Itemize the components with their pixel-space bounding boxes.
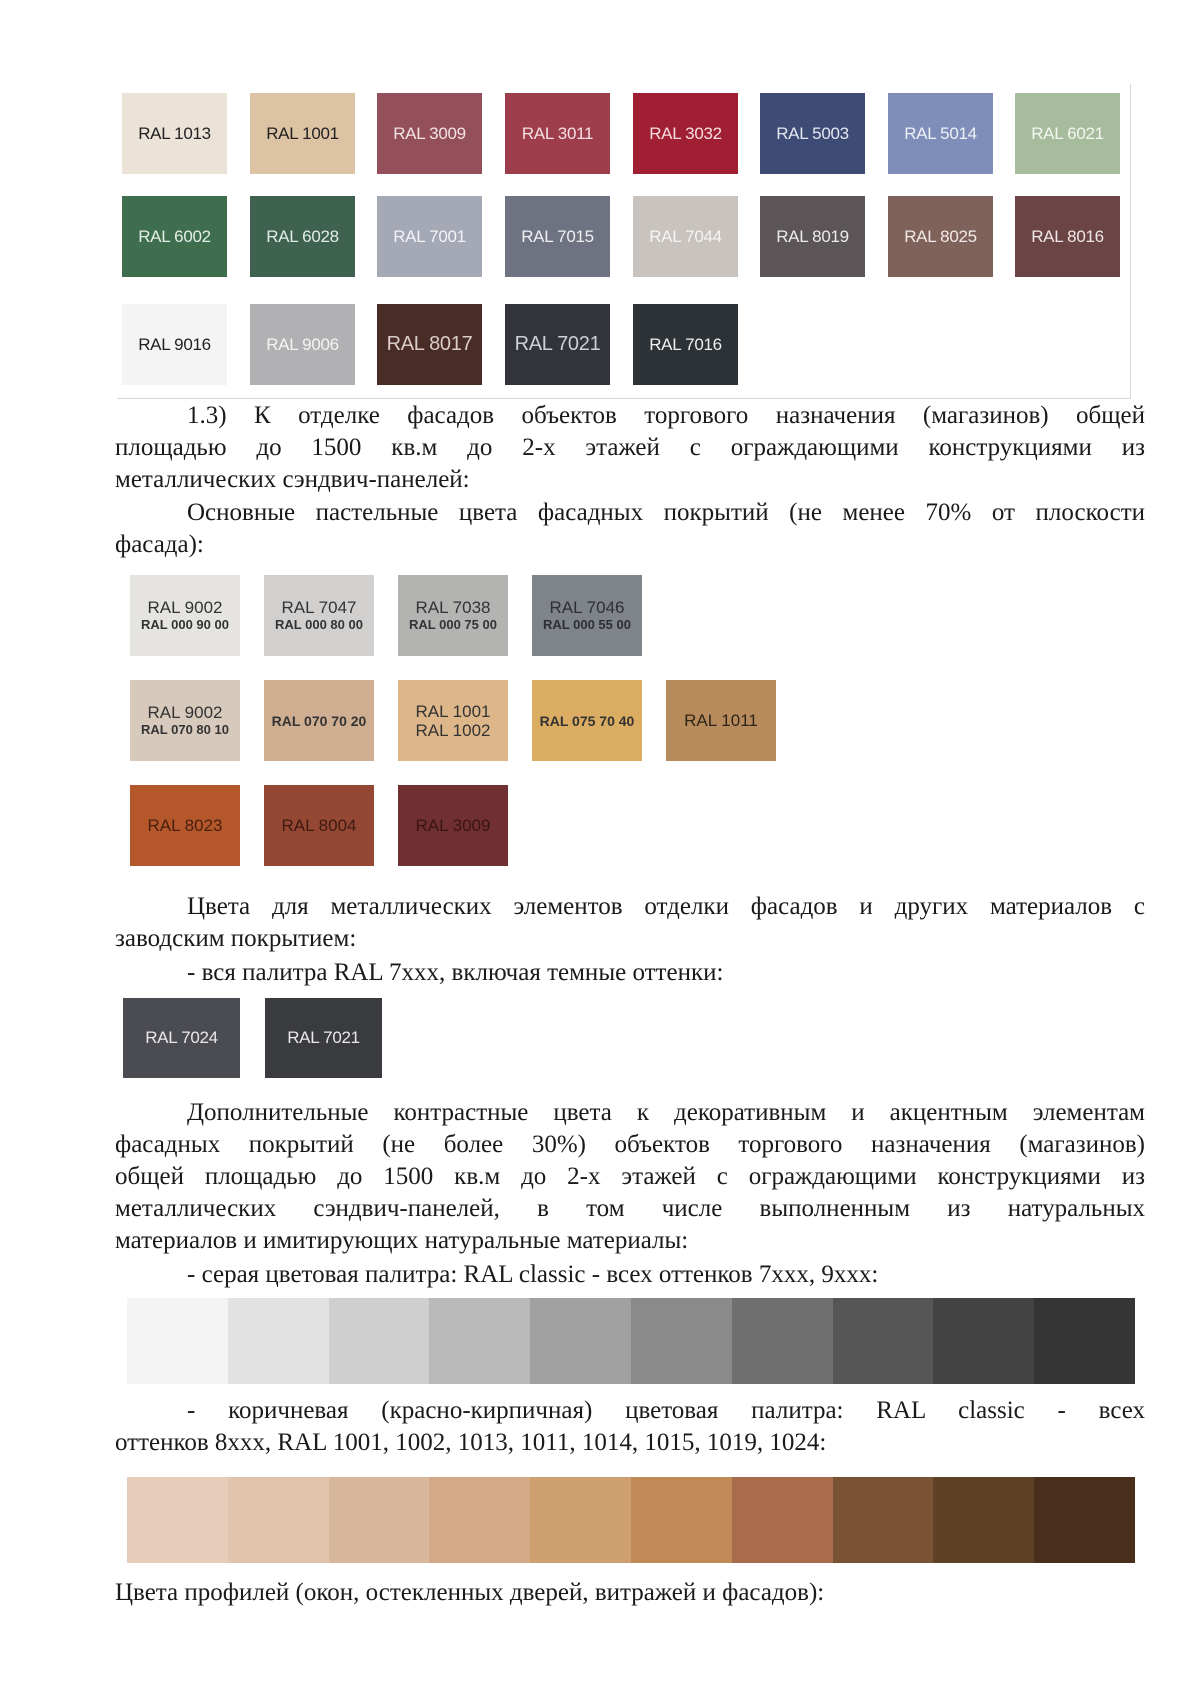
gray-shade-cell [732,1298,833,1384]
ral-swatch: RAL 6021 [1015,93,1120,174]
pastel-swatch [532,680,642,761]
para4-item: - серая цветовая палитра: RAL classic - всех оттенков 7xxx, 9xxx: [187,1261,879,1288]
para6-profiles: Цвета профилей (окон, остекленных дверей, витражей и фасадов): [115,1579,825,1606]
ral-swatch: RAL 6028 [250,196,355,277]
gray-gradient-strip [127,1298,1135,1384]
gray-shade-cell [429,1298,530,1384]
pastel-swatch-code: RAL 1002 [415,720,491,740]
pastel-swatch-label: RAL 1011 [684,711,758,730]
ral-swatch: RAL 3009 [377,93,482,174]
gray-shade-cell [933,1298,1034,1384]
ral-swatch: RAL 7021 [505,304,610,385]
pastel-swatch [398,575,508,656]
para4-line-3: общей площадью до 1500 кв.м до 2-х этажей с ограждающими конструкциями из [115,1163,1145,1190]
brown-shade-cell [228,1477,329,1563]
ral-swatch: RAL 8016 [1015,196,1120,277]
para4-line-4: металлических сэндвич-панелей, в том числе выполненным из натуральных [115,1195,1145,1222]
paragraph-1-3 [115,400,1145,464]
ral-swatch: RAL 7001 [377,196,482,277]
pastel-swatch [130,680,240,761]
pastel-swatch [130,785,240,866]
brown-shade-cell [933,1477,1034,1563]
para5-line-1: - коричневая (красно-кирпичная) цветовая палитра: RAL classic - всех [187,1397,1145,1424]
para3-line-1: Цвета для металлических элементов отделки фасадов и других материалов с [187,893,1145,920]
gray-shade-cell [127,1298,228,1384]
brown-shade-cell [429,1477,530,1563]
ral-swatch: RAL 8025 [888,196,993,277]
ral-swatch: RAL 7044 [633,196,738,277]
pastel-swatch-code: RAL 070 70 20 [271,712,367,729]
ral-swatch: RAL 5003 [760,93,865,174]
pastel-swatch [264,680,374,761]
gray-shade-cell [631,1298,732,1384]
ral-swatch: RAL 7015 [505,196,610,277]
pastel-swatch-label: RAL 3009 [415,816,491,835]
pastel-swatch-label: RAL 9002 [147,703,223,722]
ral-swatch: RAL 6002 [122,196,227,277]
pastel-swatch-code: RAL 075 70 40 [539,712,635,729]
pastel-swatch-label: RAL 7038 [415,598,491,617]
pastel-swatch-code: RAL 000 55 00 [543,617,631,632]
pastel-swatch-label: RAL 9002 [147,598,223,617]
pastel-swatch-label: RAL 7046 [549,598,625,617]
pastel-swatch [666,680,776,761]
paragraph-brown [115,1395,1145,1427]
pastel-swatch-code: RAL 000 75 00 [409,617,497,632]
para1-line-3: металлических сэндвич-панелей: [115,466,470,493]
ral-swatch: RAL 8019 [760,196,865,277]
para4-line-2: фасадных покрытий (не более 30%) объектов торгового назначения (магазинов) [115,1131,1145,1158]
ral-swatch: RAL 7016 [633,304,738,385]
ral-swatch: RAL 8017 [377,304,482,385]
ral-swatch: RAL 9016 [122,304,227,385]
para1-line-2: площадью до 1500 кв.м до 2-х этажей с ограждающими конструкциями из [115,434,1145,461]
ral-swatch: RAL 3011 [505,93,610,174]
pastel-swatch [130,575,240,656]
ral-swatch: RAL 3032 [633,93,738,174]
brown-shade-cell [127,1477,228,1563]
para2-line-1: Основные пастельные цвета фасадных покрытий (не менее 70% от плоскости [187,499,1145,526]
paragraph-additional [115,1097,1145,1225]
brown-shade-cell [732,1477,833,1563]
paragraph-pastel [115,497,1145,529]
para4-line-1: Дополнительные контрастные цвета к декоративным и акцентным элементам [187,1099,1145,1126]
dark-swatch: RAL 7024 [123,998,240,1078]
brown-shade-cell [1034,1477,1135,1563]
brown-shade-cell [530,1477,631,1563]
paragraph-metal [115,891,1145,923]
para1-line-1: 1.3) К отделке фасадов объектов торгового назначения (магазинов) общей [187,402,1145,429]
pastel-swatch-label: RAL 8004 [281,816,357,835]
dark-swatch: RAL 7021 [265,998,382,1078]
pastel-swatch [532,575,642,656]
brown-gradient-strip [127,1477,1135,1563]
gray-shade-cell [1034,1298,1135,1384]
gray-shade-cell [329,1298,430,1384]
brown-shade-cell [329,1477,430,1563]
pastel-swatch [264,575,374,656]
brown-shade-cell [833,1477,934,1563]
para5-line-2: оттенков 8xxx, RAL 1001, 1002, 1013, 1011, 1014, 1015, 1019, 1024: [115,1429,827,1456]
gray-shade-cell [228,1298,329,1384]
para3-item: - вся палитра RAL 7xxx, включая темные оттенки: [187,959,724,986]
pastel-swatch-label: RAL 8023 [147,816,223,835]
brown-shade-cell [631,1477,732,1563]
ral-swatch: RAL 1013 [122,93,227,174]
pastel-swatch [398,785,508,866]
ral-swatch: RAL 1001 [250,93,355,174]
pastel-swatch-code: RAL 000 90 00 [141,617,229,632]
pastel-swatch [264,785,374,866]
pastel-swatch-label: RAL 1001 [415,701,491,721]
para2-line-2: фасада): [115,531,204,558]
pastel-swatch-code: RAL 000 80 00 [275,617,363,632]
pastel-swatch [398,680,508,761]
pastel-swatch-code: RAL 070 80 10 [141,722,229,737]
ral-swatch: RAL 5014 [888,93,993,174]
ral-swatch: RAL 9006 [250,304,355,385]
gray-shade-cell [530,1298,631,1384]
para4-line-5: материалов и имитирующих натуральные материалы: [115,1227,689,1254]
gray-shade-cell [833,1298,934,1384]
para3-line-2: заводским покрытием: [115,925,357,952]
pastel-swatch-label: RAL 7047 [281,598,357,617]
